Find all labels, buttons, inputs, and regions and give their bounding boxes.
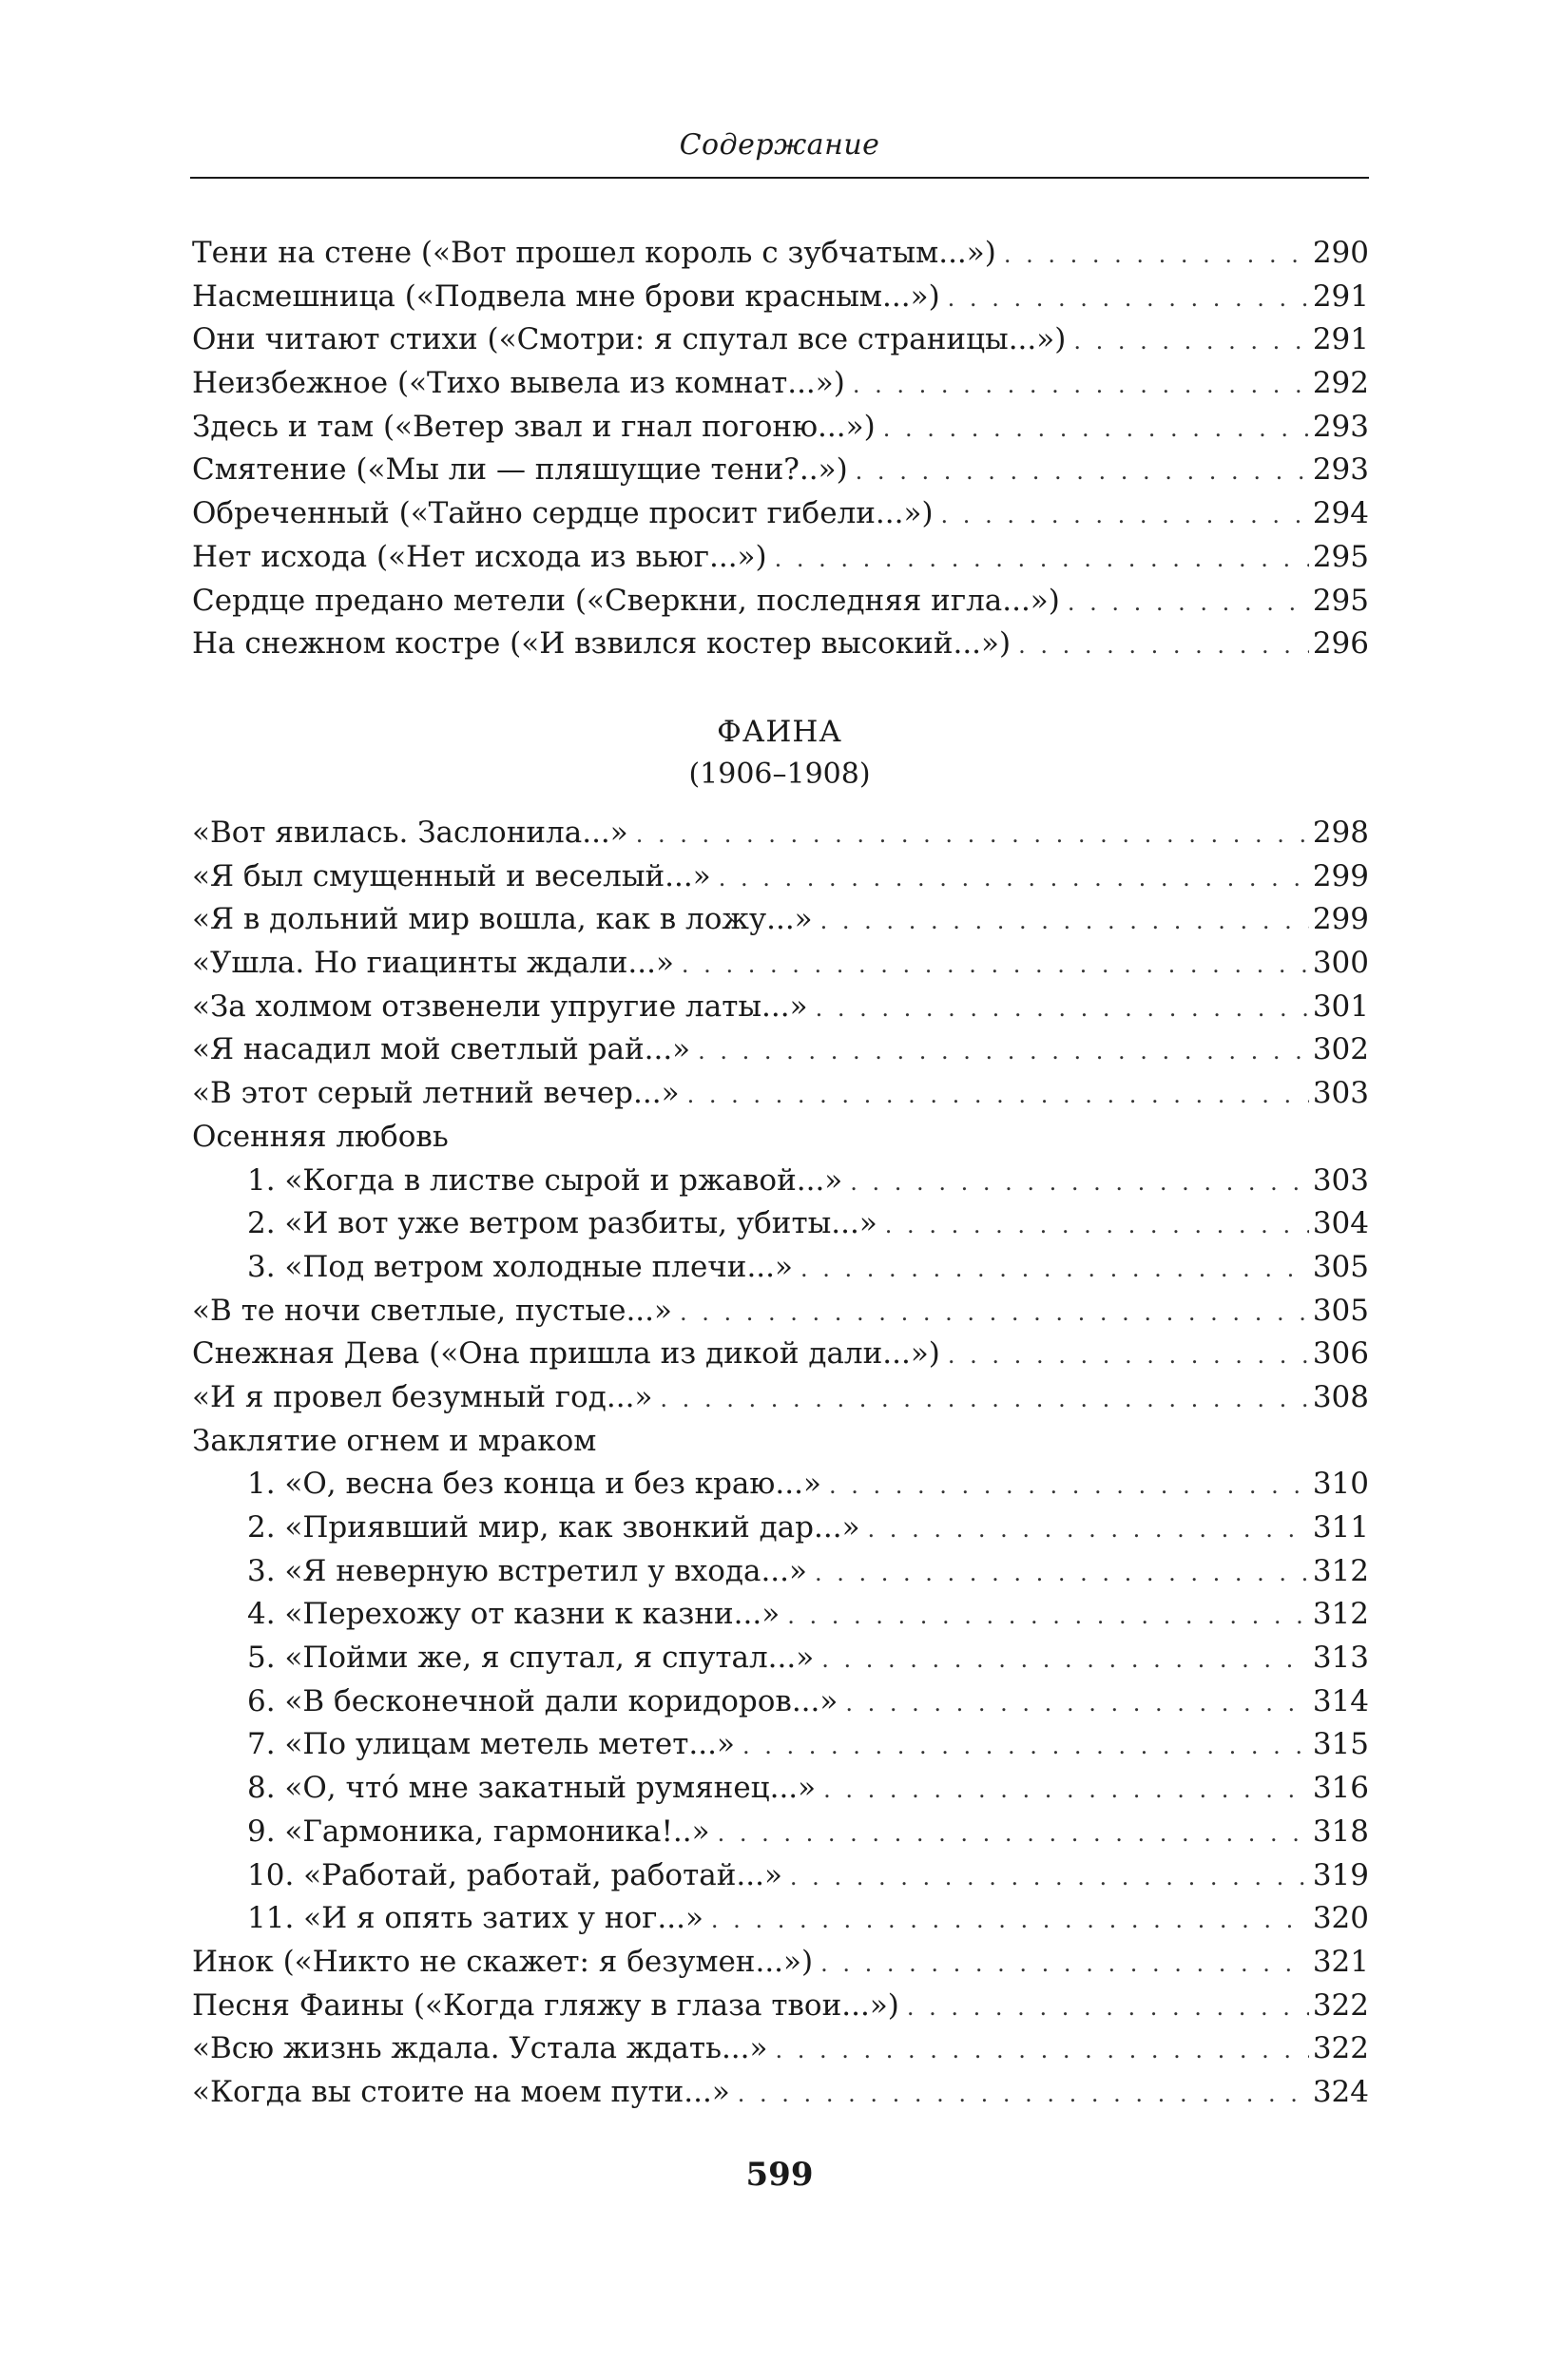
toc-subentry <box>192 1637 1369 1680</box>
toc-entry-title: «Вот явилась. Заслонила...» <box>192 816 628 850</box>
dot-leader <box>829 1465 1309 1508</box>
dot-leader <box>775 2029 1308 2073</box>
toc-entry-page: 301 <box>1312 988 1369 1024</box>
dot-leader <box>948 1334 1309 1378</box>
toc-entry-title: «В те ночи светлые, пустые...» <box>192 1293 672 1328</box>
toc-subentry <box>192 1767 1369 1811</box>
toc-entry-page: 312 <box>1312 1597 1369 1632</box>
dot-leader <box>636 814 1309 857</box>
toc-group-title: Заклятие огнем и мраком <box>192 1423 597 1458</box>
dot-leader <box>820 900 1309 944</box>
toc-entry-title: «За холмом отзвенели упругие латы...» <box>192 988 808 1024</box>
dot-leader <box>853 364 1309 408</box>
dot-leader <box>719 857 1309 901</box>
toc-entry-page: 293 <box>1312 409 1369 444</box>
toc-entry-title: «Я в дольний мир вошла, как в ложу...» <box>192 902 813 937</box>
dot-leader <box>815 1552 1309 1596</box>
toc-entry-title: Неизбежное («Тихо вывела из комнат...») <box>192 366 845 401</box>
toc-entry-title: Инок («Никто не скажет: я безумен...») <box>192 1944 814 1979</box>
dot-leader <box>868 1508 1309 1552</box>
toc-entry-page: 303 <box>1312 1162 1369 1198</box>
toc-entry-page: 322 <box>1312 1987 1369 2023</box>
toc-entry-title: 2. «И вот уже ветром разбиты, убиты...» <box>247 1206 877 1241</box>
toc-entry-title: «Всю жизнь ждала. Устала ждать...» <box>192 2031 768 2066</box>
toc-entry <box>192 623 1369 666</box>
toc-entry-page: 305 <box>1312 1249 1369 1284</box>
toc-entry-title: Снежная Дева («Она пришла из дикой дали...») <box>192 1336 940 1372</box>
toc-entry-page: 312 <box>1312 1553 1369 1588</box>
toc-entry-page: 321 <box>1312 1944 1369 1979</box>
toc-entry <box>192 1985 1369 2028</box>
dot-leader <box>941 494 1309 538</box>
toc-entry-title: Обреченный («Тайно сердце просит гибели...») <box>192 496 934 531</box>
toc-entry <box>192 276 1369 319</box>
toc-subentry <box>192 1550 1369 1594</box>
toc-entry-title: 10. «Работай, работай, работай...» <box>247 1857 782 1892</box>
toc-entry <box>192 449 1369 492</box>
dot-leader <box>823 1769 1309 1813</box>
toc-entry <box>192 1028 1369 1072</box>
dot-leader <box>885 1204 1309 1248</box>
dot-leader <box>742 1725 1309 1769</box>
dot-leader <box>816 988 1309 1031</box>
toc-entry-page: 322 <box>1312 2031 1369 2066</box>
toc-subentry <box>192 1246 1369 1290</box>
toc-subentry <box>192 1160 1369 1203</box>
dot-leader <box>820 1943 1309 1987</box>
toc-entry <box>192 318 1369 362</box>
toc-entry-title: Здесь и там («Ветер звал и гнал погоню...») <box>192 409 876 444</box>
dot-leader <box>800 1248 1309 1292</box>
dot-leader <box>787 1595 1309 1639</box>
toc-subentry <box>192 1463 1369 1507</box>
toc-entry-title: 5. «Пойми же, я спутал, я спутал...» <box>247 1641 815 1676</box>
toc-entry <box>192 362 1369 406</box>
toc-entry <box>192 1290 1369 1334</box>
dot-leader <box>850 1161 1309 1205</box>
toc-subentry <box>192 1202 1369 1246</box>
toc-entry-page: 308 <box>1312 1379 1369 1414</box>
toc-entry <box>192 1072 1369 1116</box>
toc-entry-title: 2. «Приявший мир, как звонкий дар...» <box>247 1510 860 1545</box>
dot-leader <box>1073 320 1309 364</box>
dot-leader <box>1018 624 1309 668</box>
toc-block-1 <box>192 232 1369 666</box>
toc-entry <box>192 536 1369 580</box>
toc-subentry <box>192 1507 1369 1550</box>
toc-entry-page: 310 <box>1312 1467 1369 1502</box>
toc-entry-title: Смятение («Мы ли — пляшущие тени?..») <box>192 452 848 488</box>
toc-subentry <box>192 1593 1369 1637</box>
toc-entry <box>192 942 1369 986</box>
toc-entry-page: 293 <box>1312 452 1369 488</box>
toc-entry <box>192 232 1369 276</box>
toc-entry-title: «И я провел безумный год...» <box>192 1379 653 1414</box>
toc-entry-page: 291 <box>1312 278 1369 314</box>
toc-entry-page: 290 <box>1312 236 1369 270</box>
toc-entry-page: 306 <box>1312 1336 1369 1372</box>
dot-leader <box>660 1378 1308 1422</box>
section-years: (1906–1908) <box>688 758 871 791</box>
toc-subentry <box>192 1723 1369 1767</box>
running-header: Содержание <box>679 128 880 162</box>
dot-leader <box>790 1856 1309 1900</box>
toc-entry-title: «Я был смущенный и веселый...» <box>192 858 711 893</box>
dot-leader <box>821 1639 1309 1682</box>
toc-entry <box>192 492 1369 536</box>
toc-entry-page: 316 <box>1312 1771 1369 1806</box>
dot-leader <box>948 278 1309 321</box>
dot-leader <box>738 2073 1309 2117</box>
toc-entry-page: 315 <box>1312 1727 1369 1762</box>
toc-entry-title: «В этот серый летний вечер...» <box>192 1076 680 1111</box>
toc-subentry <box>192 1854 1369 1898</box>
toc-entry-title: 11. «И я опять затих у ног...» <box>247 1901 703 1936</box>
toc-entry-title: Тени на стене («Вот прошел король с зубчатым...») <box>192 236 996 270</box>
toc-entry-page: 305 <box>1312 1293 1369 1328</box>
toc-entry-title: 8. «О, чтó мне закатный румянец...» <box>247 1771 817 1806</box>
toc-entry <box>192 812 1369 855</box>
dot-leader <box>1068 582 1309 625</box>
toc-entry <box>192 986 1369 1029</box>
header-rule <box>190 177 1369 179</box>
toc-entry-page: 320 <box>1312 1901 1369 1936</box>
toc-entry-title: Они читают стихи («Смотри: я спутал все страницы...») <box>192 322 1067 357</box>
toc-group-heading <box>192 1116 1369 1160</box>
toc-entry-page: 295 <box>1312 539 1369 574</box>
toc-entry <box>192 1941 1369 1985</box>
toc-entry-page: 296 <box>1312 626 1369 662</box>
toc-entry-title: 1. «О, весна без конца и без краю...» <box>247 1467 821 1502</box>
dot-leader <box>682 944 1309 988</box>
toc-entry-page: 319 <box>1312 1857 1369 1892</box>
dot-leader <box>775 538 1309 582</box>
toc-group-title: Осенняя любовь <box>192 1119 449 1154</box>
toc-subentry <box>192 1897 1369 1941</box>
toc-entry-page: 311 <box>1312 1510 1369 1545</box>
toc-entry <box>192 406 1369 450</box>
toc-entry-title: 6. «В бесконечной дали коридоров...» <box>247 1683 838 1718</box>
toc-entry-title: Сердце предано метели («Сверкни, последняя игла...») <box>192 583 1060 618</box>
toc-subentry <box>192 1680 1369 1724</box>
toc-entry-title: 4. «Перехожу от казни к казни...» <box>247 1597 780 1632</box>
toc-entry-page: 313 <box>1312 1641 1369 1676</box>
toc-entry-title: 9. «Гармоника, гармоника!..» <box>247 1814 710 1849</box>
toc-entry-title: 1. «Когда в листве сырой и ржавой...» <box>247 1162 843 1198</box>
section-title: ФАИНА <box>717 715 842 749</box>
toc-entry <box>192 1376 1369 1420</box>
toc-entry-page: 298 <box>1312 816 1369 850</box>
toc-entry-page: 318 <box>1312 1814 1369 1849</box>
toc-entry-page: 302 <box>1312 1032 1369 1067</box>
toc-entry-title: 3. «Под ветром холодные плечи...» <box>247 1249 793 1284</box>
dot-leader <box>907 1987 1309 2030</box>
toc-entry-page: 303 <box>1312 1076 1369 1111</box>
toc-entry-title: 7. «По улицам метель метет...» <box>247 1727 735 1762</box>
toc-entry-page: 295 <box>1312 583 1369 618</box>
toc-entry-title: 3. «Я неверную встретил у входа...» <box>247 1553 807 1588</box>
toc-entry <box>192 580 1369 624</box>
toc-subentry <box>192 1811 1369 1854</box>
dot-leader <box>845 1682 1308 1726</box>
toc-block-2 <box>192 812 1369 2115</box>
page-number: 599 <box>745 2156 814 2194</box>
dot-leader <box>856 451 1309 494</box>
toc-entry-title: Насмешница («Подвела мне брови красным...») <box>192 278 940 314</box>
toc-entry <box>192 1333 1369 1376</box>
toc-group-heading <box>192 1420 1369 1464</box>
toc-entry-page: 299 <box>1312 902 1369 937</box>
toc-entry-page: 294 <box>1312 496 1369 531</box>
toc-entry <box>192 2027 1369 2071</box>
toc-entry-page: 299 <box>1312 858 1369 893</box>
dot-leader <box>698 1030 1309 1074</box>
toc-entry <box>192 855 1369 899</box>
dot-leader <box>883 408 1309 451</box>
dot-leader <box>1004 234 1309 278</box>
dot-leader <box>687 1074 1309 1118</box>
toc-entry-page: 314 <box>1312 1683 1369 1718</box>
toc-entry-title: На снежном костре («И взвился костер высокий...») <box>192 626 1012 662</box>
toc-entry-page: 292 <box>1312 366 1369 401</box>
dot-leader <box>718 1813 1309 1856</box>
toc-entry-title: Песня Фаины («Когда гляжу в глаза твои...») <box>192 1987 899 2023</box>
toc-entry-title: «Когда вы стоите на моем пути...» <box>192 2074 730 2109</box>
toc-entry-title: «Ушла. Но гиацинты ждали...» <box>192 946 674 981</box>
toc-entry-page: 291 <box>1312 322 1369 357</box>
dot-leader <box>711 1899 1309 1943</box>
dot-leader <box>680 1292 1309 1335</box>
toc-entry-page: 304 <box>1312 1206 1369 1241</box>
toc-entry <box>192 2071 1369 2115</box>
toc-entry-page: 300 <box>1312 946 1369 981</box>
toc-entry <box>192 898 1369 942</box>
toc-entry-title: Нет исхода («Нет исхода из вьюг...») <box>192 539 767 574</box>
toc-entry-page: 324 <box>1312 2074 1369 2109</box>
toc-entry-title: «Я насадил мой светлый рай...» <box>192 1032 691 1067</box>
